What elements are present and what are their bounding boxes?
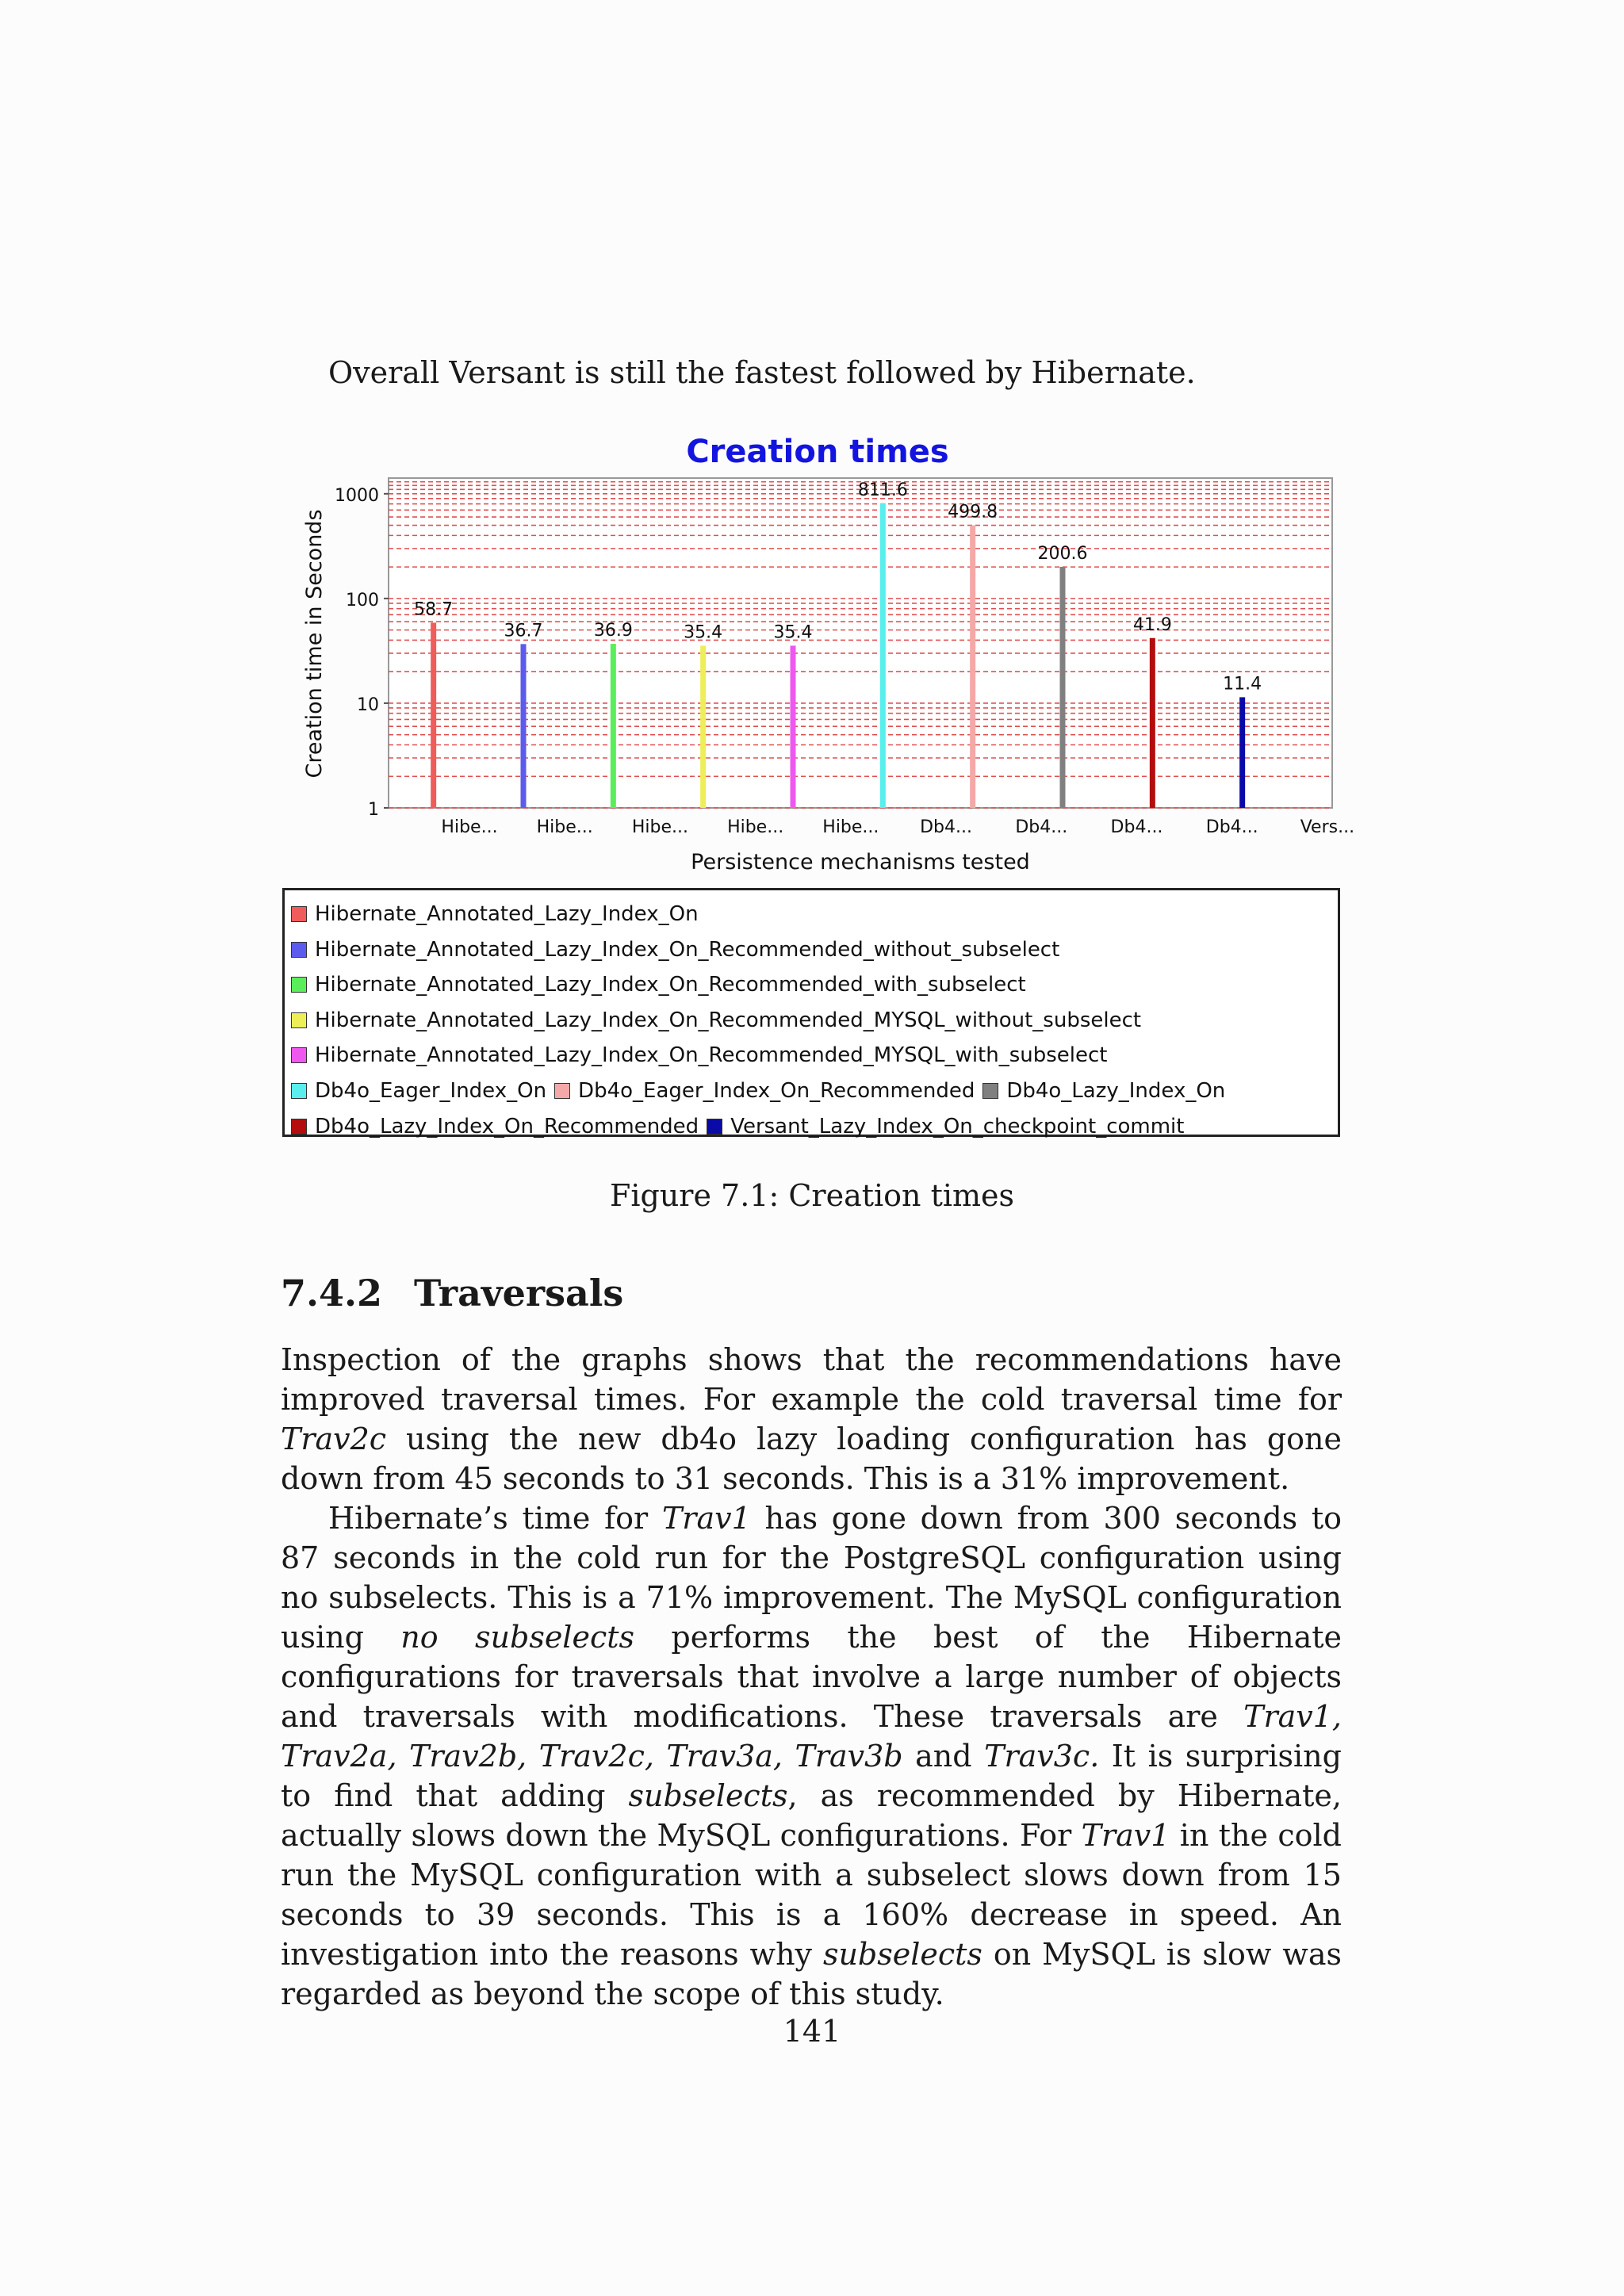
legend-label: Versant_Lazy_Index_On_checkpoint_commit: [730, 1114, 1185, 1138]
x-ticks: [441, 817, 1354, 837]
bar-value-label: 200.6: [1037, 543, 1088, 564]
legend-swatch: [291, 1083, 307, 1099]
legend-label: Hibernate_Annotated_Lazy_Index_On_Recommended_MYSQL_with_subselect: [315, 1043, 1108, 1068]
x-tick-label: Db4...: [920, 817, 973, 837]
body-paragraph-1: [281, 1340, 1342, 1498]
bar-2: [521, 644, 527, 808]
intro-paragraph: Overall Versant is still the fastest followed by Hibernate.: [328, 355, 1196, 390]
text-run: Trav1: [1081, 1818, 1170, 1853]
y-tick-label: 10: [357, 695, 379, 715]
bar-value-label: 41.9: [1132, 614, 1172, 635]
legend-row: [291, 1073, 1338, 1109]
legend-swatch: [291, 1119, 307, 1135]
section-heading: [281, 1272, 623, 1314]
text-run: Trav3c.: [984, 1739, 1100, 1774]
bar-8: [1060, 567, 1066, 808]
x-tick-label: Hibe...: [536, 817, 593, 837]
section-title: Traversals: [414, 1272, 624, 1314]
text-run: has gone down from 300 seconds to 87 seconds in the cold run for the PostgreSQL configuration using no subselects. This is a 71% improvement. The MySQL configuration using: [281, 1501, 1342, 1655]
legend-item: [291, 897, 699, 932]
legend-item: [291, 932, 1059, 968]
legend-label: Db4o_Eager_Index_On: [315, 1078, 547, 1103]
text-run: Inspection of the graphs shows that the recommendations have improved traversal times. For example the cold traversal time for: [281, 1342, 1342, 1417]
bar-5: [791, 645, 796, 808]
legend-item: [291, 1038, 1108, 1073]
legend-label: Db4o_Lazy_Index_On: [1006, 1078, 1226, 1103]
legend-row: [291, 897, 1338, 932]
legend-item: [291, 1003, 1141, 1039]
legend-swatch: [982, 1083, 998, 1099]
legend-label: Hibernate_Annotated_Lazy_Index_On_Recommended_with_subselect: [315, 973, 1026, 997]
bar-value-label: 36.9: [593, 621, 633, 641]
bar-4: [700, 645, 706, 808]
section-number: 7.4.2: [281, 1272, 383, 1314]
bar-value-label: 36.7: [504, 621, 543, 641]
y-ticks: [335, 486, 389, 820]
x-tick-label: Hibe...: [727, 817, 784, 837]
chart-title: Creation times: [686, 434, 949, 470]
legend-swatch: [707, 1119, 722, 1135]
bar-value-label: 58.7: [414, 599, 454, 620]
legend-item: [982, 1073, 1225, 1109]
x-tick-label: Vers...: [1300, 817, 1355, 837]
legend-row: [291, 1038, 1338, 1073]
creation-times-chart: [0, 0, 1624, 888]
legend-row: [291, 1003, 1338, 1039]
figure-caption: Figure 7.1: Creation times: [609, 1178, 1015, 1213]
bar-10: [1239, 697, 1245, 808]
text-run: Hibernate’s time for: [328, 1501, 662, 1536]
body-paragraph-2: [281, 1498, 1342, 2014]
legend-label: Db4o_Lazy_Index_On_Recommended: [315, 1114, 699, 1138]
legend-item: [291, 1073, 546, 1109]
text-run: no subselects: [400, 1620, 635, 1655]
bar-3: [611, 644, 616, 808]
bar-value-label: 11.4: [1223, 674, 1262, 695]
y-tick-label: 1: [368, 800, 379, 820]
legend-row: [291, 932, 1338, 968]
text-run: Trav1: [661, 1501, 751, 1536]
text-run: subselects: [628, 1778, 788, 1813]
y-axis-label: Creation time in Seconds: [302, 509, 327, 779]
legend-label: Db4o_Eager_Index_On_Recommended: [578, 1078, 975, 1103]
legend-swatch: [291, 977, 307, 993]
x-tick-label: Db4...: [1205, 817, 1258, 837]
text-run: in the cold run the MySQL configuration with a subselect slows down from 15 seconds to 39 seconds. This is a 160% decrease in speed. An investigation into the reasons why: [281, 1818, 1342, 1972]
x-tick-label: Hibe...: [822, 817, 879, 837]
y-tick-label: 1000: [335, 485, 379, 506]
x-axis-label: Persistence mechanisms tested: [691, 850, 1030, 874]
legend-label: Hibernate_Annotated_Lazy_Index_On: [315, 902, 699, 926]
bar-value-label: 499.8: [948, 502, 998, 522]
bar-value-label: 35.4: [773, 622, 813, 643]
page-number: 141: [783, 2014, 841, 2049]
bar-6: [880, 503, 886, 808]
text-run: It is surprising to find that adding: [281, 1739, 1342, 1813]
text-run: Trav2c: [281, 1422, 387, 1456]
x-tick-label: Hibe...: [631, 817, 688, 837]
text-run: on MySQL is slow was regarded as beyond the scope of this study.: [281, 1937, 1342, 2011]
legend-item: [291, 1109, 699, 1145]
legend-swatch: [291, 906, 307, 922]
bar-1: [431, 622, 436, 808]
legend-swatch: [291, 1012, 307, 1028]
legend-row: [291, 1109, 1338, 1145]
legend-item: [707, 1109, 1184, 1145]
legend-item: [291, 967, 1026, 1003]
text-run: , as recommended by Hibernate, actually slows down the MySQL configurations. For: [281, 1778, 1342, 1853]
bar-7: [970, 526, 975, 808]
chart-legend: [282, 888, 1340, 1137]
bar-value-label: 811.6: [857, 480, 908, 500]
x-tick-label: Db4...: [1110, 817, 1163, 837]
x-tick-label: Db4...: [1015, 817, 1068, 837]
legend-row: [291, 967, 1338, 1003]
text-run: performs the best of the Hibernate configurations for traversals that involve a large number of objects and traversals with modifications. These traversals are: [281, 1620, 1342, 1734]
text-run: subselects: [822, 1937, 982, 1972]
y-tick-label: 100: [346, 590, 379, 610]
legend-label: Hibernate_Annotated_Lazy_Index_On_Recommended_MYSQL_without_subselect: [315, 1008, 1142, 1032]
legend-label: Hibernate_Annotated_Lazy_Index_On_Recommended_without_subselect: [315, 937, 1060, 962]
x-tick-label: Hibe...: [441, 817, 498, 837]
legend-swatch: [554, 1083, 570, 1099]
legend-item: [554, 1073, 975, 1109]
legend-swatch: [291, 1047, 307, 1063]
bar-9: [1150, 638, 1155, 808]
legend-swatch: [291, 942, 307, 958]
text-run: Trav1, Trav2a, Trav2b, Trav2c, Trav3a, Trav3b: [281, 1699, 1342, 1774]
text-run: using the new db4o lazy loading configuration has gone down from 45 seconds to 31 seconds. This is a 31% improvement.: [281, 1422, 1342, 1496]
text-run: and: [902, 1739, 985, 1774]
bar-value-label: 35.4: [684, 622, 723, 643]
